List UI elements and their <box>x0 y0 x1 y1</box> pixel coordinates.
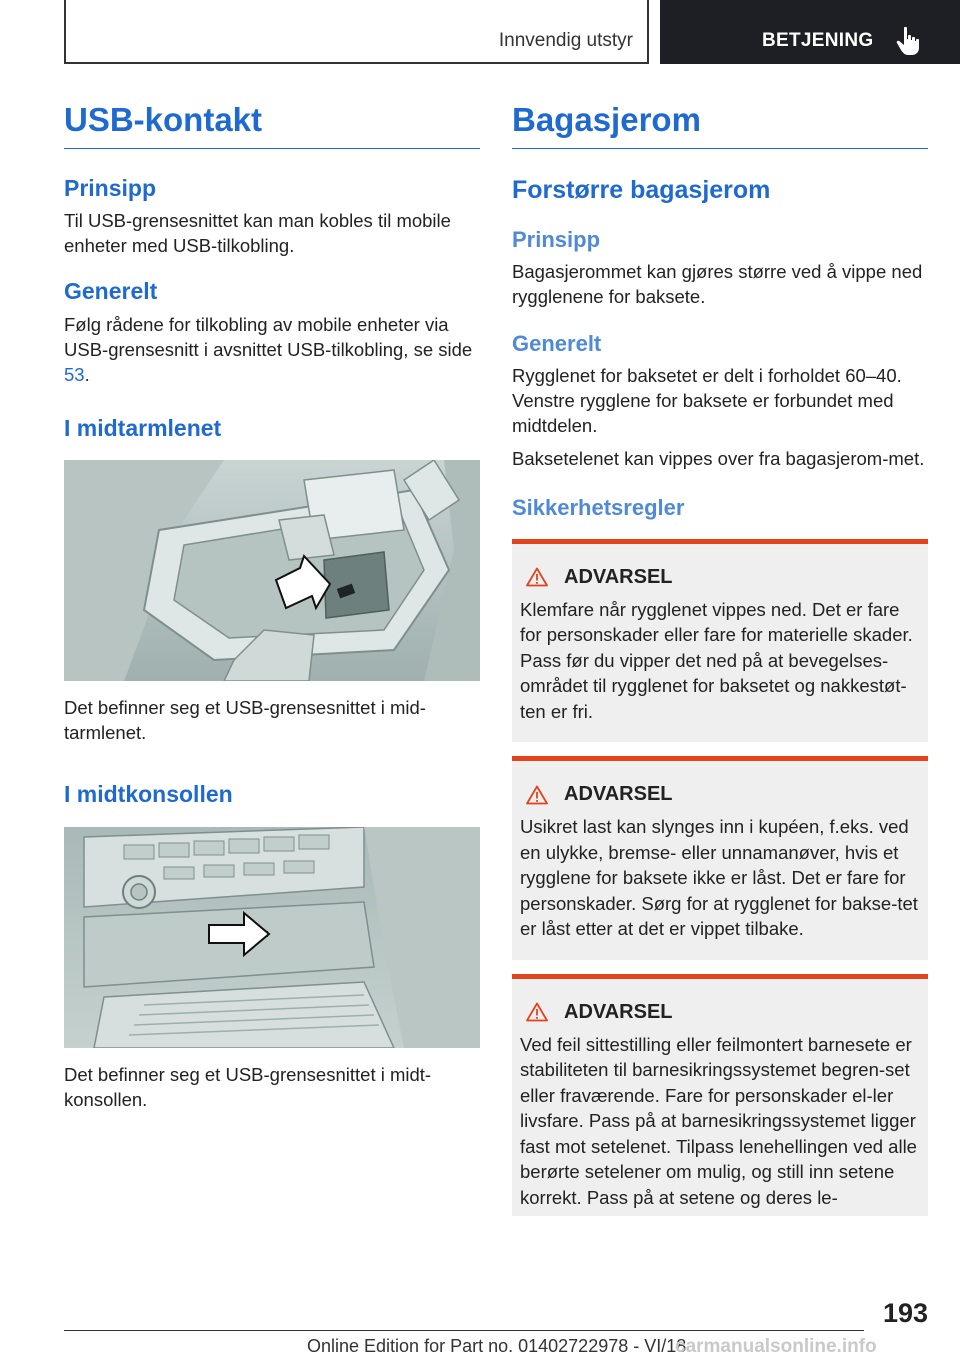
armrest-caption: Det befinner seg et USB-grensesnittet i mid-tarmlenet. <box>64 697 426 744</box>
console-drawing <box>64 827 480 1048</box>
safety-heading: Sikkerhetsregler <box>512 495 685 521</box>
bagasjerom-generelt-text-2: Baksetelenet kan vippes over fra bagasjerom-met. <box>512 448 925 470</box>
warning-box-2 <box>512 756 928 960</box>
usb-generelt-end: . <box>84 363 90 385</box>
console-usb-illustration <box>64 827 480 1048</box>
bagasjerom-generelt-text-1: Rygglenet for baksetet er delt i forholdet 60–40. Venstre rygglene for baksete er forbundet med midtdelen. <box>512 365 902 437</box>
bagasjerom-prinsipp-text: Bagasjerommet kan gjøres større ved å vippe ned rygglenene for baksete. <box>512 260 923 307</box>
header-chapter-label: BETJENING <box>762 30 874 51</box>
warning-triangle-icon <box>526 1002 548 1022</box>
usb-section-title: USB-kontakt <box>64 100 480 149</box>
bagasjerom-prinsipp-heading: Prinsipp <box>512 226 601 252</box>
warning-2-text: Usikret last kan slynges inn i kupéen, f.eks. ved en ulykke, bremse- eller unnamanøver, hvis et rygglene for baksete ikke er låst. Det er fare for personskader. Sørg for at rygglenet for bakse-tet er låst etter at det er vippet tilbake. <box>520 816 918 940</box>
usb-generelt-text <box>64 312 480 387</box>
bagasjerom-subtitle: Forstørre bagasjerom <box>512 175 771 204</box>
page-53-link[interactable]: 53 <box>64 363 85 385</box>
usb-generelt-heading: Generelt <box>64 278 158 305</box>
usb-prinsipp-heading: Prinsipp <box>64 174 157 201</box>
header-section-tab <box>64 0 649 64</box>
console-heading: I midtkonsollen <box>64 781 233 808</box>
right-column <box>512 100 928 1216</box>
left-column <box>64 100 480 1112</box>
console-caption: Det befinner seg et USB-grensesnittet i midt-konsollen. <box>64 1063 432 1110</box>
header-chapter-tab <box>660 0 960 64</box>
page-number: 193 <box>882 1298 928 1328</box>
warning-triangle-icon <box>526 785 548 805</box>
bagasjerom-generelt-heading: Generelt <box>512 330 602 356</box>
usb-generelt-body: Følg rådene for tilkobling av mobile enheter via USB-grensesnitt i avsnittet USB-tilkobling, se side <box>64 313 473 360</box>
warning-box-3 <box>512 974 928 1217</box>
bagasjerom-title: Bagasjerom <box>512 100 928 149</box>
watermark: carmanualsonline.info <box>675 1336 877 1357</box>
usb-prinsipp-text: Til USB-grensesnittet kan man kobles til mobile enheter med USB-tilkobling. <box>64 210 451 257</box>
warning-box-1 <box>512 539 928 743</box>
warning-3-title: ADVARSEL <box>564 1000 673 1023</box>
hand-pointer-icon <box>895 26 921 56</box>
footer-divider <box>64 1330 864 1331</box>
footer-edition-text: Online Edition for Part no. 01402722978 - VI/18 <box>307 1336 687 1356</box>
warning-1-title: ADVARSEL <box>564 565 673 588</box>
armrest-drawing <box>64 460 480 681</box>
header-section-label: Innvendig utstyr <box>498 30 633 51</box>
warning-triangle-icon <box>526 567 548 587</box>
warning-3-text: Ved feil sittestilling eller feilmontert barnesete er stabiliteten til barnesikringssystemet begren-set eller fraværende. Fare for personskader el-ler livsfare. Pass på at barnesikringssystemet ligger fast mot setelenet. Tilpass lenehellingen ved alle berørte setelener om mulig, og still inn setene korrekt. Pass på at setene og deres le- <box>520 1033 917 1208</box>
armrest-usb-illustration <box>64 460 480 681</box>
armrest-heading: I midtarmlenet <box>64 414 222 441</box>
warning-2-title: ADVARSEL <box>564 783 673 806</box>
warning-1-text: Klemfare når rygglenet vippes ned. Det er fare for personskader eller fare for materielle skader. Pass før du vipper det ned på at bevegelses-området til rygglenet for baksetet og nakkestøt-ten er fri. <box>520 598 913 722</box>
